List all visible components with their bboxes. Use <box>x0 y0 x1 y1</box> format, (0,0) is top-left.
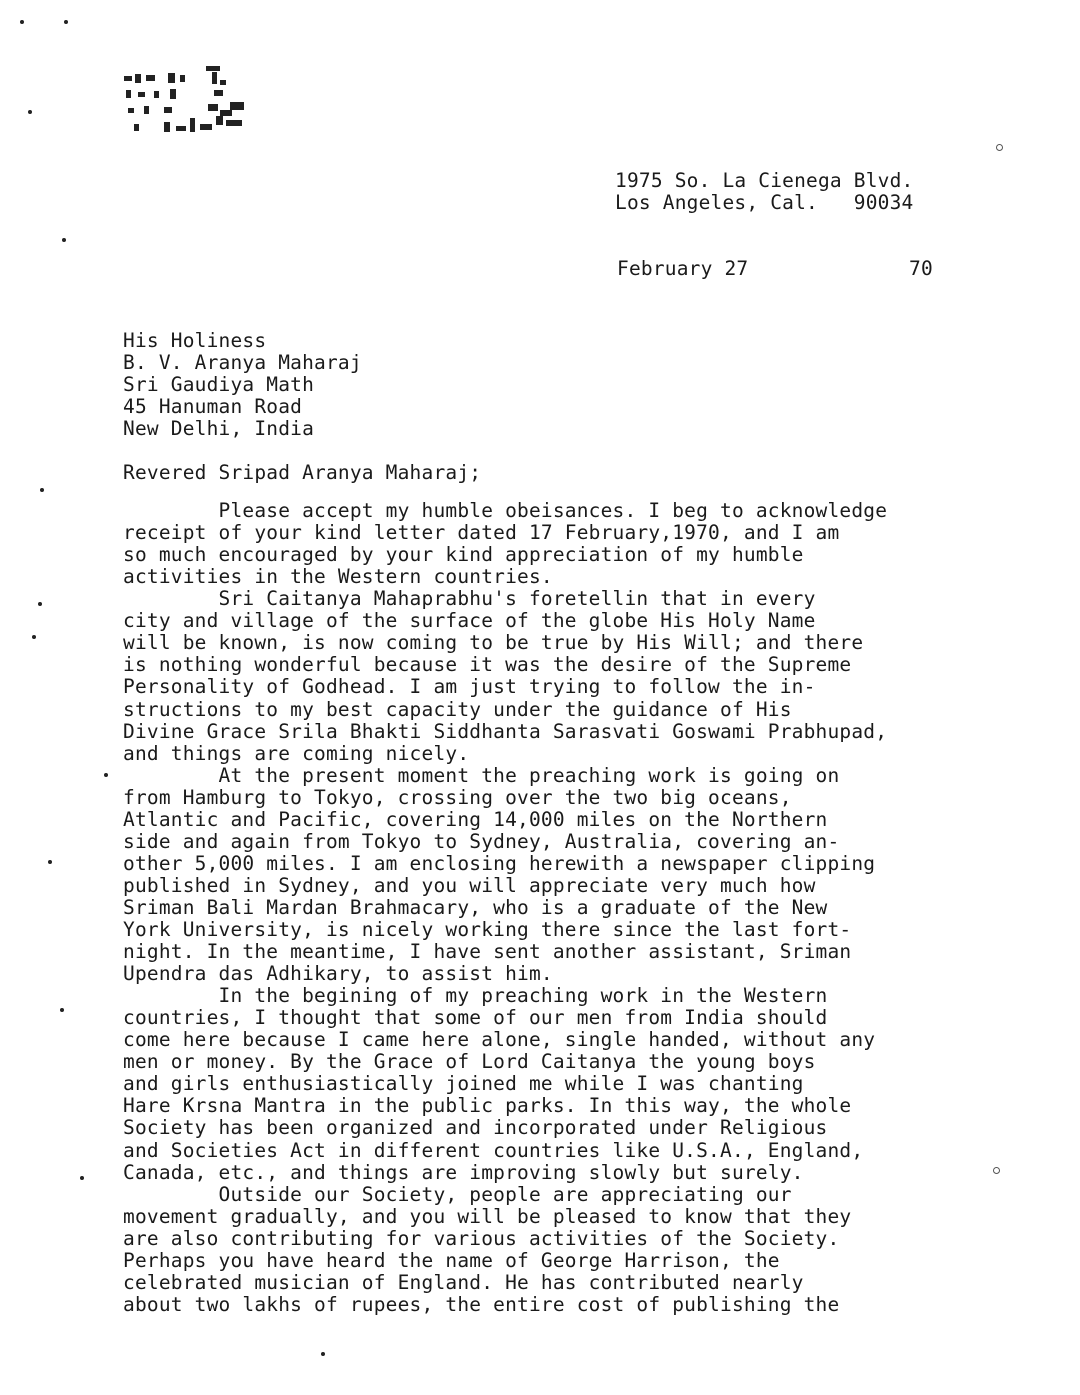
body-line: other 5,000 miles. I am enclosing herewith a newspaper clipping <box>123 851 876 875</box>
body-line: celebrated musician of England. He has contributed nearly <box>123 1270 804 1294</box>
salutation: Revered Sripad Aranya Maharaj; <box>123 461 482 484</box>
body-line: Hare Krsna Mantra in the public parks. In this way, the whole <box>123 1094 852 1118</box>
body-line: At the present moment the preaching work is going on <box>123 763 840 787</box>
body-line: Atlantic and Pacific, covering 14,000 miles on the Northern <box>123 807 828 831</box>
body-line: Society has been organized and incorporated under Religious <box>123 1116 828 1140</box>
scan-speck <box>996 144 1003 151</box>
body-line: Outside our Society, people are appreciating our <box>123 1182 792 1206</box>
body-line: Upendra das Adhikary, to assist him. <box>123 962 553 985</box>
scan-speck <box>104 773 108 777</box>
body-line: Divine Grace Srila Bhakti Siddhanta Sarasvati Goswami Prabhupad, <box>123 719 888 743</box>
body-line: will be known, is now coming to be true by His Will; and there <box>123 631 864 655</box>
body-line: men or money. By the Grace of Lord Caitanya the young boys <box>123 1050 816 1074</box>
scan-speck <box>48 860 52 864</box>
body-line: Sri Caitanya Mahaprabhu's foretellin that in every <box>123 587 816 611</box>
sender-address-line-2: Los Angeles, Cal. 90034 <box>615 191 914 214</box>
file-stamp-icon <box>120 62 250 152</box>
body-line: countries, I thought that some of our men from India should <box>123 1006 828 1030</box>
body-line: and things are coming nicely. <box>123 741 470 765</box>
body-line: Please accept my humble obeisances. I beg to acknowledge <box>123 499 888 522</box>
body-line: Perhaps you have heard the name of George Harrison, the <box>123 1248 780 1272</box>
body-line: so much encouraged by your kind appreciation of my humble <box>123 543 804 567</box>
scan-speck <box>80 1176 84 1180</box>
recipient-line-5: New Delhi, India <box>123 417 315 440</box>
scan-speck <box>60 1008 64 1012</box>
body-line: Sriman Bali Mardan Brahmacary, who is a graduate of the New <box>123 895 828 919</box>
scan-speck <box>62 238 66 242</box>
body-line: from Hamburg to Tokyo, crossing over the two big oceans, <box>123 785 792 809</box>
recipient-line-4: 45 Hanuman Road <box>123 395 303 418</box>
body-line: night. In the meantime, I have sent another assistant, Sriman <box>123 940 852 963</box>
body-line: published in Sydney, and you will appreciate very much how <box>123 873 816 897</box>
letter-date: February 27 <box>617 257 749 280</box>
letter-year: 70 <box>909 257 933 280</box>
recipient-line-1: His Holiness <box>123 329 267 352</box>
recipient-line-3: Sri Gaudiya Math <box>123 373 315 396</box>
body-line: York University, is nicely working there since the last fort- <box>123 918 852 941</box>
scan-speck <box>64 20 68 24</box>
body-line: structions to my best capacity under the guidance of His <box>123 697 792 721</box>
scan-speck <box>321 1352 325 1356</box>
body-line: movement gradually, and you will be pleased to know that they <box>123 1204 852 1228</box>
scan-speck <box>20 20 24 24</box>
body-line: are also contributing for various activities of the Society. <box>123 1226 840 1250</box>
body-line: is nothing wonderful because it was the desire of the Supreme <box>123 653 852 677</box>
body-line: and girls enthusiastically joined me while I was chanting <box>123 1072 804 1096</box>
body-line: activities in the Western countries. <box>123 565 553 589</box>
scan-speck <box>38 602 42 606</box>
scan-speck <box>993 1167 1000 1174</box>
body-line: about two lakhs of rupees, the entire cost of publishing the <box>123 1292 840 1316</box>
body-line: Personality of Godhead. I am just trying to follow the in- <box>123 675 816 699</box>
body-line: receipt of your kind letter dated 17 February,1970, and I am <box>123 521 840 544</box>
scan-speck <box>28 110 32 114</box>
body-line: Canada, etc., and things are improving slowly but surely. <box>123 1160 804 1184</box>
scan-speck <box>40 488 44 492</box>
body-line: In the begining of my preaching work in the Western <box>123 984 828 1008</box>
body-line: city and village of the surface of the globe His Holy Name <box>123 609 816 633</box>
body-line: and Societies Act in different countries like U.S.A., England, <box>123 1138 864 1162</box>
recipient-line-2: B. V. Aranya Maharaj <box>123 351 362 374</box>
body-line: side and again from Tokyo to Sydney, Australia, covering an- <box>123 829 840 853</box>
scan-speck <box>32 635 36 639</box>
sender-address-line-1: 1975 So. La Cienega Blvd. <box>615 169 914 192</box>
body-line: come here because I came here alone, single handed, without any <box>123 1028 876 1052</box>
